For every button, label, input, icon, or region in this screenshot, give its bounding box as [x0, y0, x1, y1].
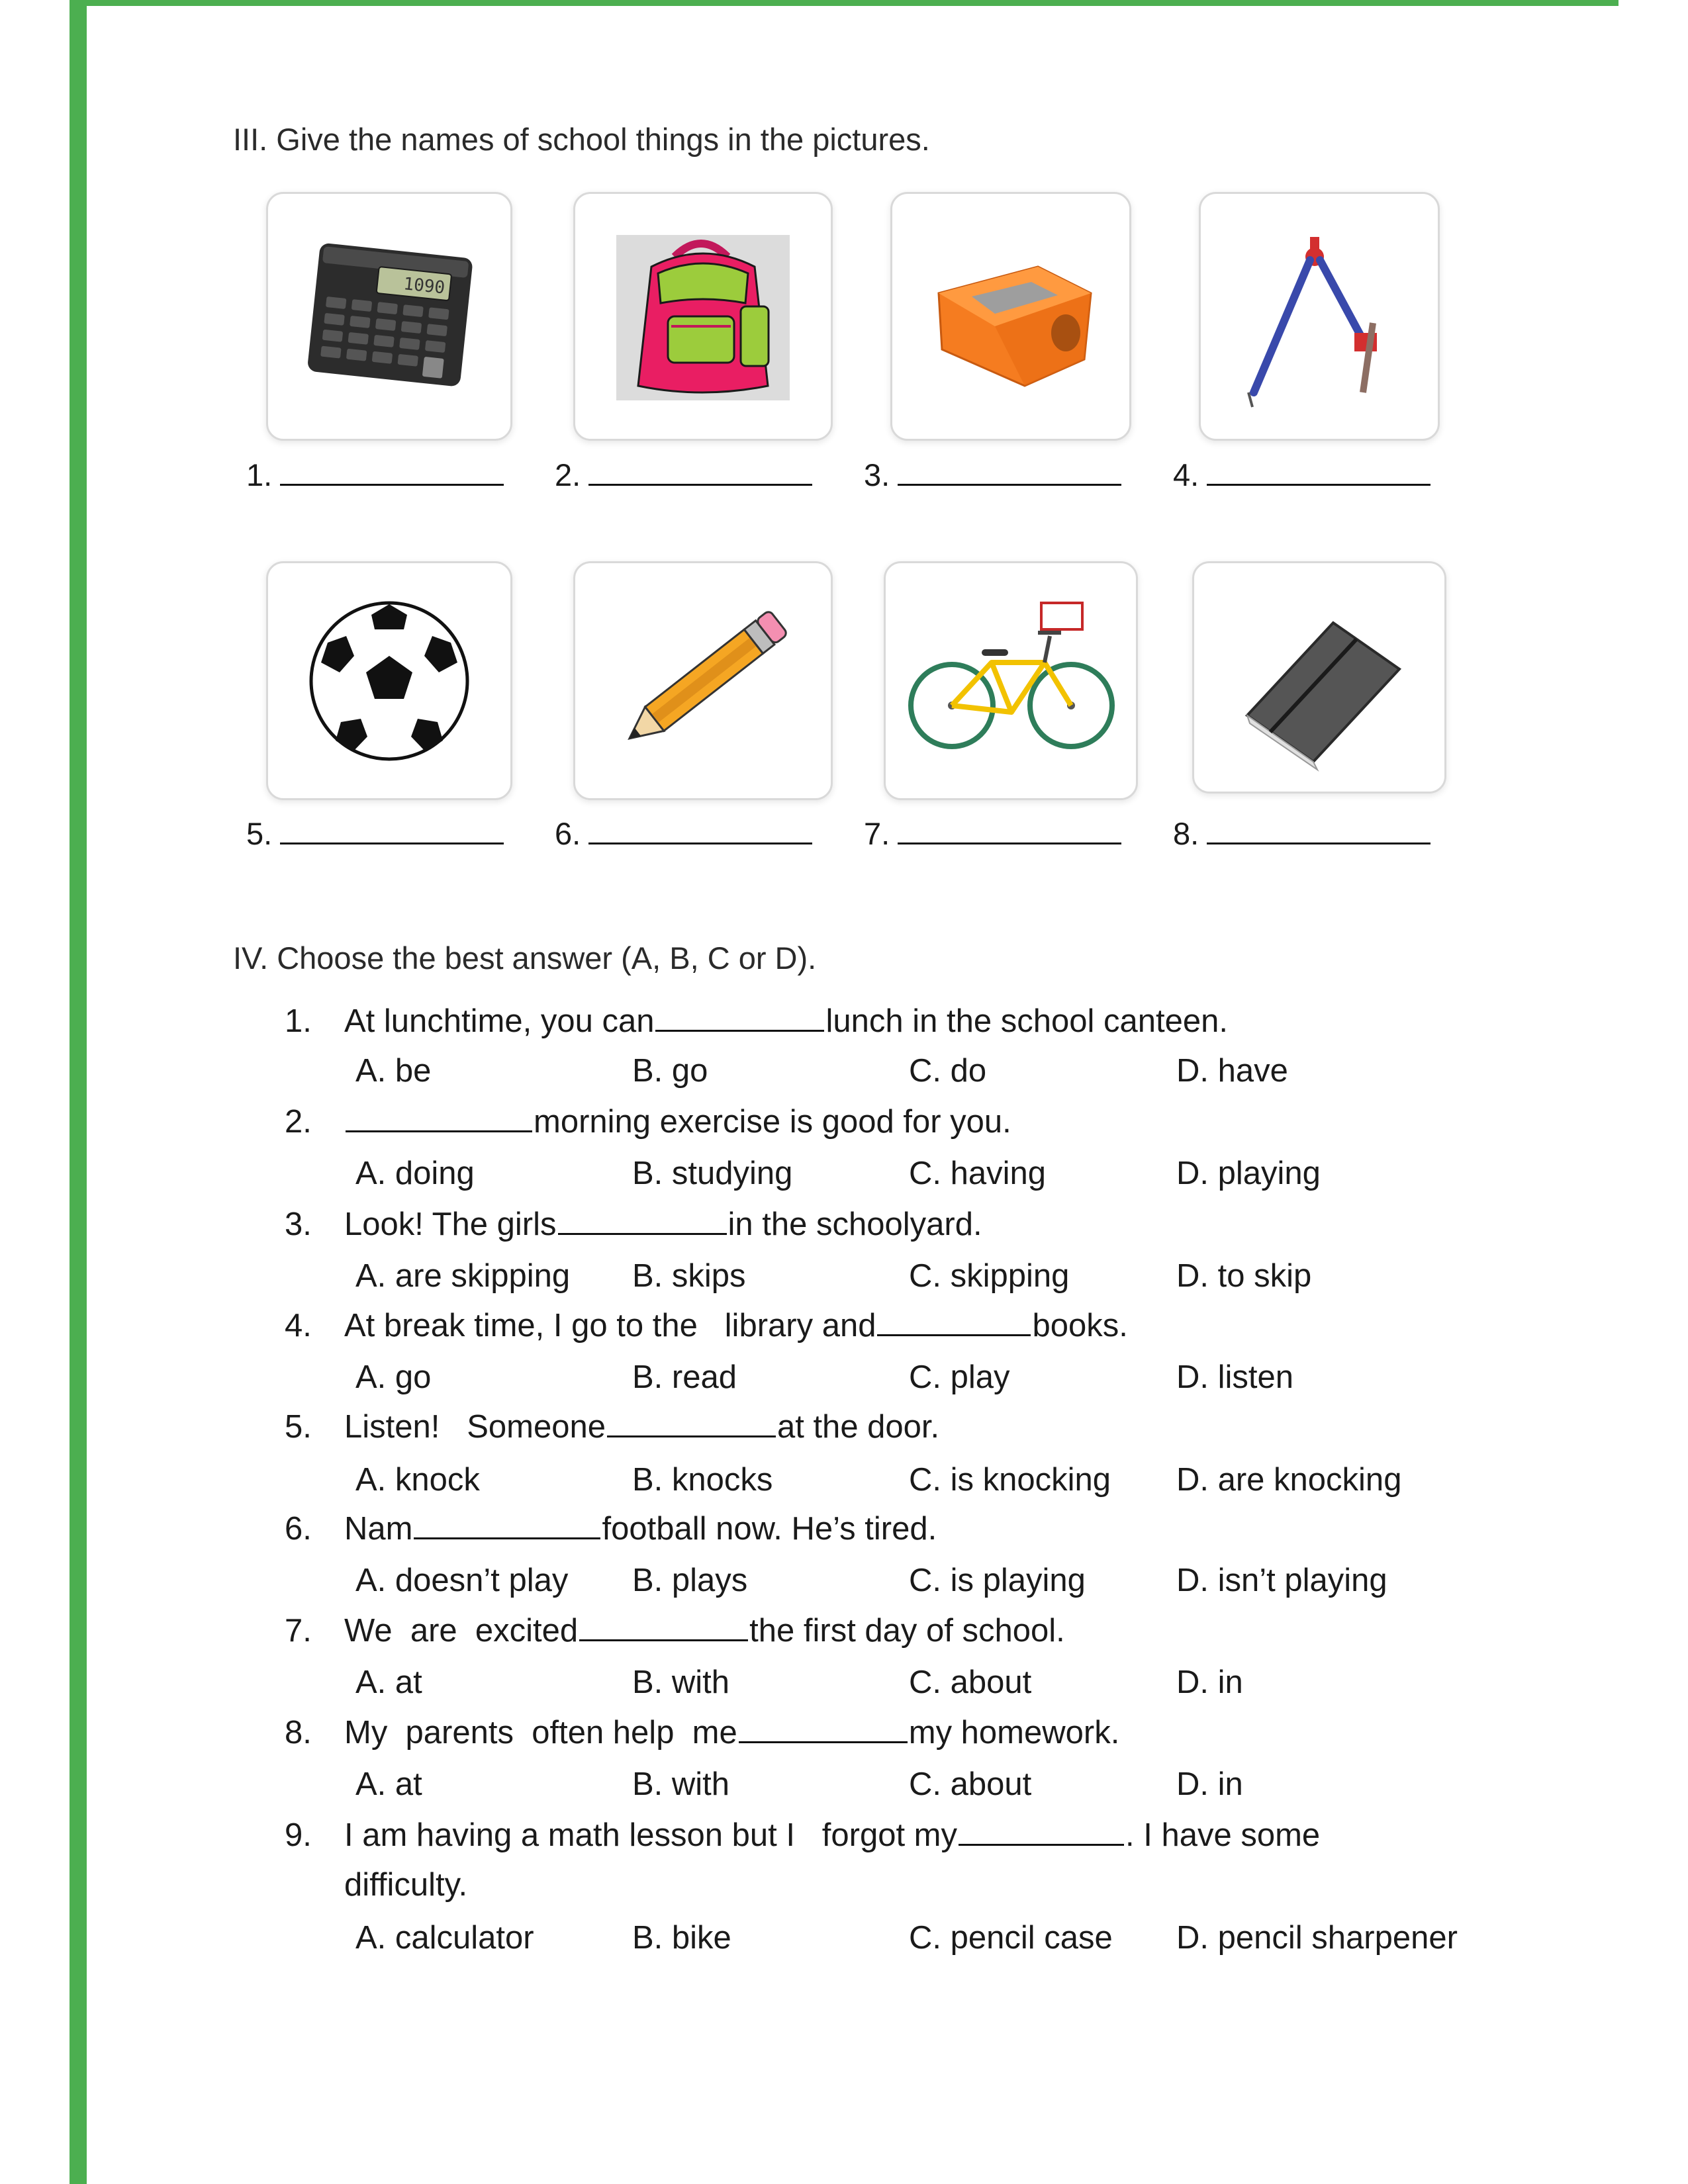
q1-option-b[interactable]: B. go: [632, 1053, 708, 1089]
picture-card-backpack: [573, 192, 833, 441]
answer-num-5: 5.: [246, 816, 273, 851]
picture-card-bicycle: [884, 561, 1138, 800]
page-border-top: [70, 0, 1618, 6]
q2-option-b[interactable]: B. studying: [632, 1156, 793, 1191]
question-number: 7.: [285, 1613, 312, 1649]
question-text-before: Nam: [344, 1511, 413, 1547]
answer-blank[interactable]: [877, 1334, 1031, 1336]
q9-option-c[interactable]: C. pencil case: [909, 1920, 1113, 1956]
q9-option-b[interactable]: B. bike: [632, 1920, 731, 1956]
q1-option-d[interactable]: D. have: [1176, 1053, 1288, 1089]
answer-5: [246, 815, 504, 852]
question-text-before: We are excited: [344, 1613, 579, 1649]
answer-blank[interactable]: [579, 1639, 748, 1641]
q6-option-a[interactable]: A. doesn’t play: [355, 1563, 569, 1598]
football-icon: [268, 563, 510, 798]
question-text-before: I am having a math lesson but I forgot my: [344, 1817, 957, 1853]
section-3-title: III. Give the names of school things in the pictures.: [233, 122, 930, 157]
question-number: 8.: [285, 1715, 312, 1751]
compass-icon: [1201, 194, 1438, 439]
bicycle-icon: [886, 563, 1136, 798]
answer-3: [864, 457, 1121, 493]
q1-option-a[interactable]: A. be: [355, 1053, 432, 1089]
q9-option-d[interactable]: D. pencil sharpener: [1176, 1920, 1458, 1956]
q3-option-c[interactable]: C. skipping: [909, 1258, 1070, 1294]
q1-option-c[interactable]: C. do: [909, 1053, 987, 1089]
answer-num-1: 1.: [246, 457, 273, 492]
page-border-left: [70, 0, 87, 2184]
answer-1: [246, 457, 504, 493]
calculator-icon: [268, 194, 510, 439]
question-text-before: Listen! Someone: [344, 1409, 606, 1445]
q2-option-d[interactable]: D. playing: [1176, 1156, 1321, 1191]
q3-option-a[interactable]: A. are skipping: [355, 1258, 571, 1294]
question-text-continuation: difficulty.: [344, 1867, 468, 1903]
q7-option-d[interactable]: D. in: [1176, 1664, 1243, 1700]
q3-option-b[interactable]: B. skips: [632, 1258, 746, 1294]
q2-option-a[interactable]: A. doing: [355, 1156, 475, 1191]
picture-card-football: [266, 561, 512, 800]
answer-num-6: 6.: [555, 816, 581, 851]
pencil-icon: [575, 563, 831, 798]
q6-option-c[interactable]: C. is playing: [909, 1563, 1086, 1598]
question-text-before: Look! The girls: [344, 1206, 557, 1242]
answer-num-4: 4.: [1173, 457, 1199, 492]
question-text-before: At lunchtime, you can: [344, 1003, 655, 1039]
backpack-icon: [575, 194, 831, 439]
q7-option-c[interactable]: C. about: [909, 1664, 1032, 1700]
answer-line-6[interactable]: [588, 842, 812, 844]
question-text-after: lunch in the school canteen.: [825, 1003, 1228, 1039]
question-text-before: My parents often help me: [344, 1715, 737, 1751]
q4-option-c[interactable]: C. play: [909, 1359, 1010, 1395]
answer-line-4[interactable]: [1207, 484, 1430, 486]
question-number: 9.: [285, 1817, 312, 1853]
answer-line-1[interactable]: [280, 484, 504, 486]
question-text-after: football now. He’s tired.: [602, 1511, 937, 1547]
answer-line-5[interactable]: [280, 842, 504, 844]
q5-option-b[interactable]: B. knocks: [632, 1462, 773, 1498]
question-number: 1.: [285, 1003, 312, 1039]
question-number: 2.: [285, 1104, 312, 1140]
q2-option-c[interactable]: C. having: [909, 1156, 1047, 1191]
q9-option-a[interactable]: A. calculator: [355, 1920, 534, 1956]
pencil-sharpener-icon: [892, 194, 1129, 439]
answer-blank[interactable]: [655, 1030, 824, 1032]
q6-option-b[interactable]: B. plays: [632, 1563, 748, 1598]
answer-blank[interactable]: [558, 1233, 727, 1235]
q7-option-b[interactable]: B. with: [632, 1664, 730, 1700]
question-text-after: books.: [1032, 1308, 1128, 1343]
q8-option-b[interactable]: B. with: [632, 1766, 730, 1802]
question-text-after: morning exercise is good for you.: [534, 1104, 1011, 1140]
q7-option-a[interactable]: A. at: [355, 1664, 422, 1700]
answer-num-8: 8.: [1173, 816, 1199, 851]
picture-card-pencil: [573, 561, 833, 800]
question-number: 4.: [285, 1308, 312, 1343]
q8-option-d[interactable]: D. in: [1176, 1766, 1243, 1802]
q6-option-d[interactable]: D. isn’t playing: [1176, 1563, 1387, 1598]
answer-2: [555, 457, 812, 493]
answer-6: [555, 815, 812, 852]
question-text-after: my homework.: [908, 1715, 1120, 1751]
q5-option-a[interactable]: A. knock: [355, 1462, 480, 1498]
notebook-icon: [1194, 563, 1444, 792]
section-4-title: IV. Choose the best answer (A, B, C or D).: [233, 940, 817, 976]
answer-num-3: 3.: [864, 457, 890, 492]
answer-4: [1173, 457, 1430, 493]
question-text-after: in the schoolyard.: [727, 1206, 982, 1242]
answer-line-8[interactable]: [1207, 842, 1430, 844]
answer-blank[interactable]: [959, 1844, 1124, 1846]
q3-option-d[interactable]: D. to skip: [1176, 1258, 1312, 1294]
answer-line-2[interactable]: [588, 484, 812, 486]
calculator-display: 1090: [402, 274, 446, 298]
question-number: 6.: [285, 1511, 312, 1547]
question-text-before: At break time, I go to the library and: [344, 1308, 876, 1343]
picture-card-calculator: [266, 192, 512, 441]
q8-option-c[interactable]: C. about: [909, 1766, 1032, 1802]
q8-option-a[interactable]: A. at: [355, 1766, 422, 1802]
question-number: 5.: [285, 1409, 312, 1445]
q5-option-c[interactable]: C. is knocking: [909, 1462, 1111, 1498]
answer-blank[interactable]: [739, 1741, 908, 1743]
answer-blank[interactable]: [414, 1537, 600, 1539]
question-text-after: . I have some: [1125, 1817, 1321, 1853]
answer-num-7: 7.: [864, 816, 890, 851]
answer-7: [864, 815, 1121, 852]
q5-option-d[interactable]: D. are knocking: [1176, 1462, 1402, 1498]
answer-line-3[interactable]: [898, 484, 1121, 486]
picture-card-sharpener: [890, 192, 1131, 441]
answer-blank[interactable]: [346, 1130, 532, 1132]
answer-num-2: 2.: [555, 457, 581, 492]
answer-blank[interactable]: [607, 1435, 776, 1437]
q4-option-a[interactable]: A. go: [355, 1359, 432, 1395]
question-text-after: at the door.: [776, 1409, 940, 1445]
q4-option-b[interactable]: B. read: [632, 1359, 737, 1395]
picture-card-compass: [1199, 192, 1440, 441]
question-number: 3.: [285, 1206, 312, 1242]
answer-line-7[interactable]: [898, 842, 1121, 844]
q4-option-d[interactable]: D. listen: [1176, 1359, 1294, 1395]
question-text-after: the first day of school.: [749, 1613, 1065, 1649]
picture-card-notebook: [1192, 561, 1446, 794]
answer-8: [1173, 815, 1430, 852]
